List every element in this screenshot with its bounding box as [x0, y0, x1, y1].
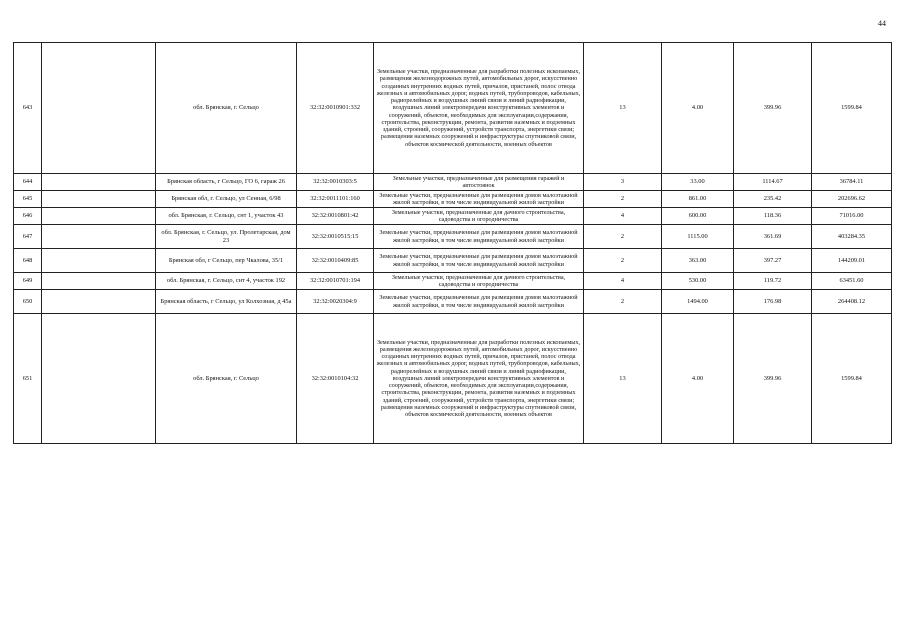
area-cell: 1494.00 [662, 290, 734, 314]
address-cell: Брянская обл, г. Сельцо, ул Сенная, 6/98 [156, 191, 297, 208]
land-use-description-cell: Земельные участки, предназначенные для размещения домов малоэтажной жилой застройки, в том числе индивидуальной жилой застройки [374, 225, 584, 249]
table-row [14, 314, 892, 444]
blank-cell [42, 249, 156, 273]
address-cell: обл. Брянская, г. Сельцо, снт 1, участок 43 [156, 208, 297, 225]
cadastral-value-cell: 1599.84 [812, 43, 892, 174]
blank-cell [42, 174, 156, 191]
area-cell: 4.00 [662, 43, 734, 174]
rate-cell: 399.96 [734, 43, 812, 174]
cadastral-value-cell: 264408.12 [812, 290, 892, 314]
row-number-cell: 645 [14, 191, 42, 208]
land-use-description-cell: Земельные участки, предназначенные для разработки полезных ископаемых, размещения железнодорожных путей, автомобильных дорог, искусственно созданных внутренних водных путей, причалов, пристаней, полос отвода железных и автомобильных дорог, водных путей, трубопроводов, кабельных, радиорелейных и воздушных линий связи и линий радиофикации, воздушных линий электропередачи конструктивных элементов и сооружений, объектов, необходимых для эксплуатации,содержания, строительства, реконструкции, ремонта, развития наземных и подземных зданий, строений, сооружений, устройств транспорта, энергетики связи; размещения наземных сооружений и инфраструктуры спутниковой связи, объектов космической деятельности, военных объектов [374, 43, 584, 174]
group-cell: 13 [584, 314, 662, 444]
cadastral-number-cell: 32:32:0010901:332 [297, 43, 374, 174]
table-row [14, 290, 892, 314]
table-row [14, 43, 892, 174]
blank-cell [42, 191, 156, 208]
area-cell: 33.00 [662, 174, 734, 191]
land-plots-table [13, 42, 892, 444]
group-cell: 2 [584, 225, 662, 249]
row-number-cell: 651 [14, 314, 42, 444]
row-number-cell: 648 [14, 249, 42, 273]
row-number-cell: 650 [14, 290, 42, 314]
address-cell: Брянская обл, г Сельцо, пер Чкалова, 35/1 [156, 249, 297, 273]
row-number-cell: 647 [14, 225, 42, 249]
address-cell: Брянская область, г Сельцо, ГО 6, гараж 26 [156, 174, 297, 191]
table-row [14, 174, 892, 191]
group-cell: 2 [584, 191, 662, 208]
cadastral-value-cell: 1599.84 [812, 314, 892, 444]
rate-cell: 361.69 [734, 225, 812, 249]
land-use-description-cell: Земельные участки, предназначенные для размещения домов малоэтажной жилой застройки, в том числе индивидуальной жилой застройки [374, 249, 584, 273]
rate-cell: 1114.67 [734, 174, 812, 191]
blank-cell [42, 273, 156, 290]
rate-cell: 397.27 [734, 249, 812, 273]
table-row [14, 208, 892, 225]
cadastral-number-cell: 32:32:0010515:15 [297, 225, 374, 249]
address-cell: обл. Брянская, г. Сельцо, ул. Пролетарская, дом 23 [156, 225, 297, 249]
rate-cell: 176.98 [734, 290, 812, 314]
area-cell: 4.00 [662, 314, 734, 444]
row-number-cell: 643 [14, 43, 42, 174]
cadastral-value-cell: 144209.01 [812, 249, 892, 273]
table-row [14, 273, 892, 290]
blank-cell [42, 208, 156, 225]
table-row [14, 191, 892, 208]
area-cell: 600.00 [662, 208, 734, 225]
cadastral-value-cell: 71016.00 [812, 208, 892, 225]
rate-cell: 235.42 [734, 191, 812, 208]
land-use-description-cell: Земельные участки, предназначенные для размещения домов малоэтажной жилой застройки, в том числе индивидуальной жилой застройки [374, 290, 584, 314]
land-use-description-cell: Земельные участки, предназначенные для дачного строительства, садоводства и огородничества [374, 208, 584, 225]
address-cell: обл. Брянская, г. Сельцо, снт 4, участок 192 [156, 273, 297, 290]
cadastral-number-cell: 32:32:0010409:85 [297, 249, 374, 273]
cadastral-value-cell: 403284.35 [812, 225, 892, 249]
row-number-cell: 646 [14, 208, 42, 225]
group-cell: 13 [584, 43, 662, 174]
row-number-cell: 644 [14, 174, 42, 191]
cadastral-number-cell: 32:32:0010104:32 [297, 314, 374, 444]
row-number-cell: 649 [14, 273, 42, 290]
table-row [14, 249, 892, 273]
rate-cell: 399.96 [734, 314, 812, 444]
group-cell: 2 [584, 290, 662, 314]
blank-cell [42, 290, 156, 314]
blank-cell [42, 314, 156, 444]
cadastral-number-cell: 32:32:0011101:160 [297, 191, 374, 208]
blank-cell [42, 43, 156, 174]
page-number: 44 [878, 19, 886, 28]
group-cell: 2 [584, 249, 662, 273]
cadastral-number-cell: 32:32:0020304:9 [297, 290, 374, 314]
cadastral-value-cell: 63451.60 [812, 273, 892, 290]
group-cell: 4 [584, 273, 662, 290]
blank-cell [42, 225, 156, 249]
group-cell: 4 [584, 208, 662, 225]
land-use-description-cell: Земельные участки, предназначенные для размещения гаражей и автостоянок [374, 174, 584, 191]
rate-cell: 119.72 [734, 273, 812, 290]
address-cell: Брянская область, г Сельцо, ул Колхозная, д 45а [156, 290, 297, 314]
cadastral-value-cell: 202696.62 [812, 191, 892, 208]
cadastral-number-cell: 32:32:0010801:42 [297, 208, 374, 225]
area-cell: 861.00 [662, 191, 734, 208]
table-row [14, 225, 892, 249]
area-cell: 1115.00 [662, 225, 734, 249]
area-cell: 530.00 [662, 273, 734, 290]
land-use-description-cell: Земельные участки, предназначенные для разработки полезных ископаемых, размещения железнодорожных путей, автомобильных дорог, искусственно созданных внутренних водных путей, причалов, пристаней, полос отвода железных и автомобильных дорог, водных путей, трубопроводов, кабельных, радиорелейных и воздушных линий связи и линий радиофикации, воздушных линий электропередачи конструктивных элементов и сооружений, объектов, необходимых для эксплуатации,содержания, строительства, реконструкции, ремонта, развития наземных и подземных зданий, строений, сооружений, устройств транспорта, энергетики связи; размещения наземных сооружений и инфраструктуры спутниковой связи, объектов космической деятельности, военных объектов [374, 314, 584, 444]
land-use-description-cell: Земельные участки, предназначенные для дачного строительства, садоводства и огородничества [374, 273, 584, 290]
address-cell: обл. Брянская, г. Сельцо [156, 314, 297, 444]
cadastral-number-cell: 32:32:0010303:5 [297, 174, 374, 191]
group-cell: 3 [584, 174, 662, 191]
area-cell: 363.00 [662, 249, 734, 273]
cadastral-number-cell: 32:32:0010701:194 [297, 273, 374, 290]
cadastral-value-cell: 36784.11 [812, 174, 892, 191]
address-cell: обл. Брянская, г. Сельцо [156, 43, 297, 174]
land-use-description-cell: Земельные участки, предназначенные для размещения домов малоэтажной жилой застройки, в том числе индивидуальной жилой застройки [374, 191, 584, 208]
rate-cell: 118.36 [734, 208, 812, 225]
